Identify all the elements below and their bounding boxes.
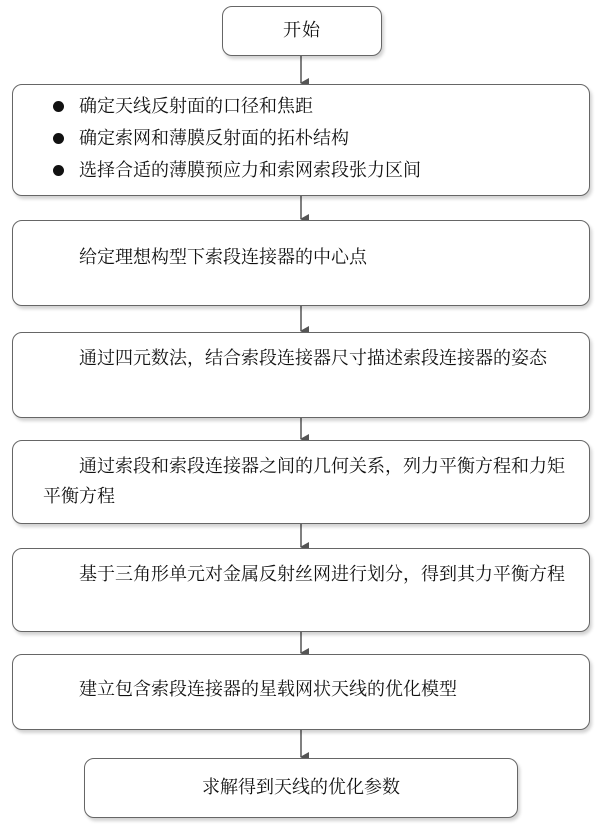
step-1-list (79, 91, 589, 187)
step-1-item-text: 确定索网和薄膜反射面的拓朴结构 (79, 128, 349, 149)
step-4-text: 通过索段和索段连接器之间的几何关系，列力平衡方程和力矩平衡方程 (43, 456, 565, 507)
start-node (222, 6, 382, 56)
step-1-item (79, 91, 589, 123)
start-label: 开始 (283, 20, 321, 41)
end-label: 求解得到天线的优化参数 (202, 777, 400, 798)
step-1-item-text: 确定天线反射面的口径和焦距 (79, 96, 313, 117)
step-6-box (12, 654, 590, 730)
step-2-text: 给定理想构型下索段连接器的中心点 (79, 247, 367, 268)
step-1-item (79, 123, 589, 155)
step-1-item (79, 155, 589, 187)
bullet-icon (53, 101, 64, 112)
step-1-box (12, 84, 590, 196)
step-2-box (12, 220, 590, 306)
step-3-text: 通过四元数法，结合索段连接器尺寸描述索段连接器的姿态 (79, 348, 547, 369)
step-1-item-text: 选择合适的薄膜预应力和索网索段张力区间 (79, 160, 421, 181)
step-3-box (12, 332, 590, 418)
step-6-text: 建立包含索段连接器的星载网状天线的优化模型 (79, 679, 457, 700)
bullet-icon (53, 133, 64, 144)
step-5-box (12, 548, 590, 632)
bullet-icon (53, 165, 64, 176)
step-5-text: 基于三角形单元对金属反射丝网进行划分，得到其力平衡方程 (79, 564, 565, 585)
step-4-box (12, 440, 590, 524)
end-node (84, 758, 518, 818)
